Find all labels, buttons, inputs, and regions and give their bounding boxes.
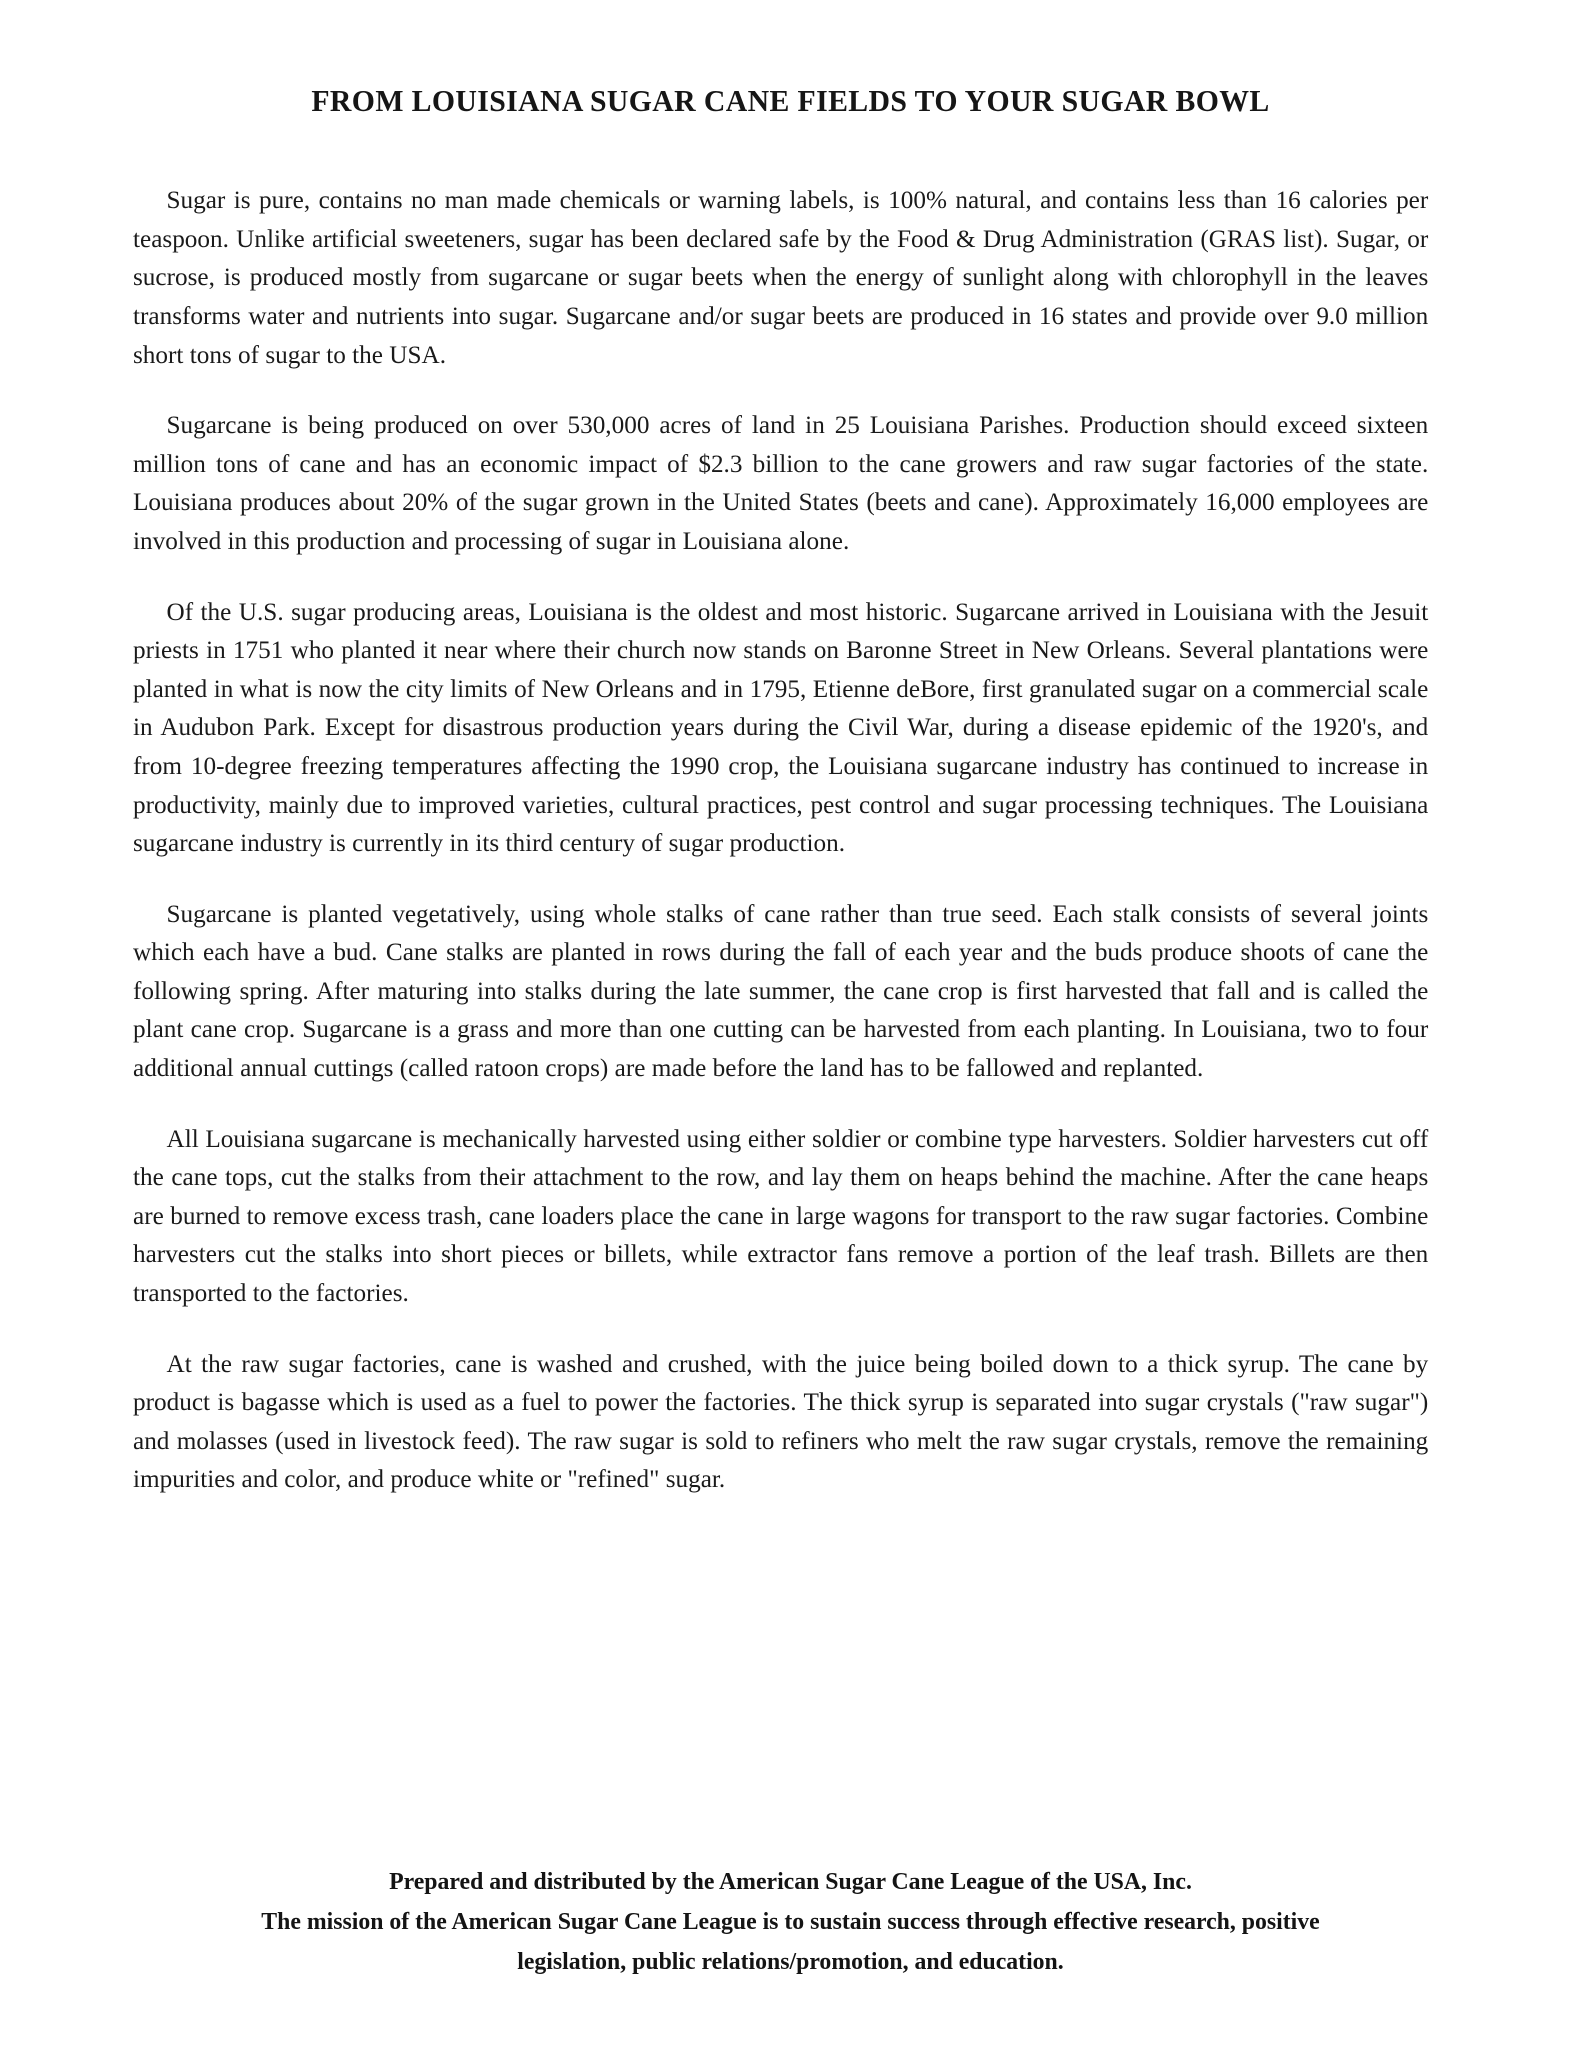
footer-mission-line-2: legislation, public relations/promotion, and education. bbox=[517, 1948, 1064, 1975]
paragraph: Sugarcane is planted vegetatively, using whole stalks of cane rather than true seed. Each stalk consists of several joints which each have a bud. Cane stalks are planted in rows during the fall of each year and the buds produce shoots of cane the following spring. After maturing into stalks during the late summer, the cane crop is first harvested that fall and is called the plant cane crop. Sugarcane is a grass and more than one cutting can be harvested from each planting. In Louisiana, two to four additional annual cuttings (called ratoon crops) are made before the land has to be fallowed and replanted. bbox=[133, 898, 1429, 1083]
paragraph: All Louisiana sugarcane is mechanically harvested using either soldier or combine type harvesters. Soldier harvesters cut off the cane tops, cut the stalks from their attachment to the row, and lay them on heaps behind the machine. After the cane heaps are burned to remove excess trash, cane loaders place the cane in large wagons for transport to the raw sugar factories. Combine harvesters cut the stalks into short pieces or billets, while extractor fans remove a portion of the leaf trash. Billets are then transported to the factories. bbox=[133, 1123, 1429, 1308]
document-body-column bbox=[133, 0, 1448, 1499]
page-title: FROM LOUISIANA SUGAR CANE FIELDS TO YOUR SUGAR BOWL bbox=[311, 83, 1270, 118]
paragraph-list bbox=[133, 181, 1448, 1499]
footer-mission-line-1: The mission of the American Sugar Cane League is to sustain success through effective research, positive bbox=[261, 1908, 1320, 1935]
footer-attribution-line: Prepared and distributed by the American Sugar Cane League of the USA, Inc. bbox=[389, 1868, 1192, 1895]
paragraph: Sugar is pure, contains no man made chemicals or warning labels, is 100% natural, and contains less than 16 calories per teaspoon. Unlike artificial sweeteners, sugar has been declared safe by the Food & Drug Administration (GRAS list). Sugar, or sucrose, is produced mostly from sugarcane or sugar beets when the energy of sunlight along with chlorophyll in the leaves transforms water and nutrients into sugar. Sugarcane and/or sugar beets are produced in 16 states and provide over 9.0 million short tons of sugar to the USA. bbox=[133, 185, 1429, 369]
paragraph: Of the U.S. sugar producing areas, Louisiana is the oldest and most historic. Sugarcane arrived in Louisiana with the Jesuit priests in 1751 who planted it near where their church now stands on Baronne Street in New Orleans. Several plantations were planted in what is now the city limits of New Orleans and in 1795, Etienne deBore, first granulated sugar on a commercial scale in Audubon Park. Except for disastrous production years during the Civil War, during a disease epidemic of the 1920's, and from 10-degree freezing temperatures affecting the 1990 crop, the Louisiana sugarcane industry has continued to increase in productivity, mainly due to improved varieties, cultural practices, pest control and sugar processing techniques. The Louisiana sugarcane industry is currently in its third century of sugar production. bbox=[133, 596, 1429, 858]
paragraph: At the raw sugar factories, cane is washed and crushed, with the juice being boiled down to a thick syrup. The cane by product is bagasse which is used as a fuel to power the factories. The thick syrup is separated into sugar crystals ("raw sugar") and molasses (used in livestock feed). The raw sugar is sold to refiners who melt the raw sugar crystals, remove the remaining impurities and color, and produce white or "refined" sugar. bbox=[133, 1348, 1429, 1494]
document-footer bbox=[153, 1862, 1429, 1982]
paragraph: Sugarcane is being produced on over 530,000 acres of land in 25 Louisiana Parishes. Production should exceed sixteen million tons of cane and has an economic impact of $2.3 billion to the cane growers and raw sugar factories of the state. Louisiana produces about 20% of the sugar grown in the United States (beets and cane). Approximately 16,000 employees are involved in this production and processing of sugar in Louisiana alone. bbox=[133, 410, 1429, 555]
